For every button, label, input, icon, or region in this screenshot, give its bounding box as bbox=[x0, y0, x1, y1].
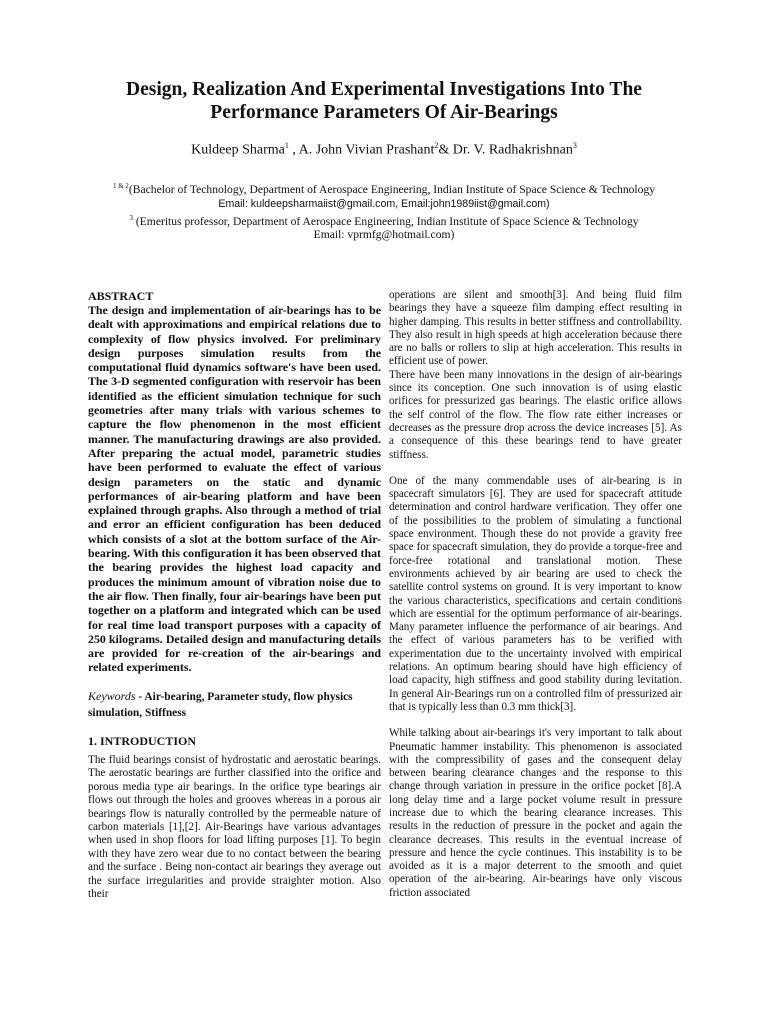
affiliations bbox=[84, 179, 684, 243]
affiliation-superscript: 1 & 2 bbox=[112, 181, 129, 190]
affiliation-1 bbox=[84, 179, 684, 197]
author-name: Kuldeep Sharma bbox=[191, 142, 285, 158]
keywords-line bbox=[88, 688, 381, 721]
paragraph: There have been many innovations in the design of air-bearings since its conception. One such innovation is of using elastic orifices for pressurized gas bearings. The elastic orifice allows the self control of the flow. The flow rate either increases or decreases as the pressure drop across the device increases [5]. As a consequence of this these bearings tend to have greater stiffness. bbox=[389, 368, 682, 461]
paper-title bbox=[84, 0, 684, 124]
right-column bbox=[389, 289, 682, 901]
abstract-heading: ABSTRACT bbox=[88, 289, 154, 303]
affiliation-text: (Emeritus professor, Department of Aerospace Engineering, Indian Institute of Space Science & Technology bbox=[135, 214, 639, 228]
paragraph: operations are silent and smooth[3]. And being fluid film bearings they have a squeeze film damping effect resulting in higher damping. This results in better stiffness and controllability. They also result in high speeds at high acceleration because there are no balls or rollers to slip at high acceleration. This results in efficient use of power. bbox=[389, 289, 682, 368]
introduction-body: The fluid bearings consist of hydrostatic and aerostatic bearings. The aerostatic bearings are further classified into the orifice and porous media type air bearings. In the orifice type bearings air flows out through the holes and grooves whereas in a porous air bearings flow is naturally controlled by the permeable nature of carbon materials [1],[2]. Air-Bearings have various advantages when used in shop floors for load lifting purposes [1]. To begin with they have zero wear due to no contact between the bearing and the surface . Being non-contact air bearings they average out the surface irregularities and provide straighter motion. Also their bbox=[88, 754, 381, 901]
affiliation-superscript: 3 bbox=[129, 213, 133, 222]
author-superscript: 3 bbox=[572, 141, 577, 150]
title-line-1: Design, Realization And Experimental Investigations Into The bbox=[126, 79, 642, 100]
author-name: Dr. V. Radhakrishnan bbox=[452, 142, 573, 158]
keywords-label: Keywords bbox=[88, 688, 136, 703]
author-separator: , bbox=[288, 142, 299, 158]
author-superscript: 2 bbox=[434, 141, 439, 150]
body-columns bbox=[88, 289, 682, 901]
author-list bbox=[84, 141, 684, 159]
keywords-text: - Air-bearing, Parameter study, flow physics simulation, Stiffness bbox=[88, 690, 353, 719]
introduction-heading: 1. INTRODUCTION bbox=[88, 733, 197, 748]
affiliation-2 bbox=[84, 211, 684, 229]
affiliation-text: (Bachelor of Technology, Department of Aerospace Engineering, Indian Institute of Space Science & Technology bbox=[128, 182, 656, 196]
paragraph: One of the many commendable uses of air-bearing is in spacecraft simulators [6]. They are used for spacecraft attitude determination and control hardware verification. They offer one of the possibilities to the problem of simulating a functional space environment. Though these do not provide a gravity free space for spacecraft simulation, they do provide a torque-free and force-free rotational and translational motion. These environments achieved by air bearing are used to check the satellite control systems on ground. It is very important to know the various characteristics, specifications and certain conditions which are essential for the optimum performance of air-bearings. Many parameter influence the performance of air bearings. And the effect of various parameters has to be verified with experimentation due to the uncertainty involved with empirical relations. An optimum bearing should have high efficiency of load capacity, high stiffness and good stability during levitation. In general Air-Bearings run on a controlled film of pressurized air that is typically less than 0.3 mm thick[3]. bbox=[389, 474, 682, 713]
affiliation-1-email: Email: kuldeepsharmaiist@gmail.com, Email:john1989iist@gmail.com) bbox=[218, 197, 550, 210]
affiliation-2-email: Email: vprmfg@hotmail.com) bbox=[313, 228, 455, 242]
author-name: A. John Vivian Prashant bbox=[298, 142, 435, 158]
paragraph: While talking about air-bearings it's very important to talk about Pneumatic hammer instability. This phenomenon is associated with the compressibility of gases and the consequent delay between bearing clearance changes and the response to this change through variation in pressure in the orifice pocket [8].A long delay time and a large pocket volume result in pressure increase due to which the bearing clearance increases. This results in the reduction of pressure in the pocket and again the clearance decreases. This results in the eventual increase of pressure and hence the cycle continues. This instability is to be avoided as it is a major deterrent to the smooth and quiet operation of the air-bearing. Air-bearings have only viscous friction associated bbox=[389, 727, 682, 899]
title-line-2: Performance Parameters Of Air-Bearings bbox=[210, 102, 558, 123]
author-superscript: 1 bbox=[284, 141, 289, 150]
left-column bbox=[88, 289, 381, 901]
abstract-body: The design and implementation of air-bearings has to be dealt with approximations and empirical relations due to complexity of flow physics involved. For preliminary design purposes simulation results from the computational fluid dynamics software's have been used. The 3-D segmented configuration with reservoir has been identified as the efficient simulation technique for such geometries after many trials with various schemes to capture the flow phenomenon in the most efficient manner. The manufacturing drawings are also provided. After preparing the actual model, parametric studies have been performed to evaluate the effect of various design parameters on the static and dynamic performances of air-bearing platform and have been explained through graphs. Also through a method of trial and error an efficient configuration has been deduced which consists of a slot at the bottom surface of the Air-bearing. With this configuration it has been observed that the bearing provides the highest load capacity and produces the minimum amount of vibration noise due to the air flow. Then finally, four air-bearings have been put together on a platform and integrated which can be used for real time load transport purposes with a capacity of 250 kilograms. Detailed design and manufacturing details are provided for re-creation of the air-bearings and related experiments. bbox=[88, 303, 381, 675]
author-separator: & bbox=[438, 142, 453, 158]
